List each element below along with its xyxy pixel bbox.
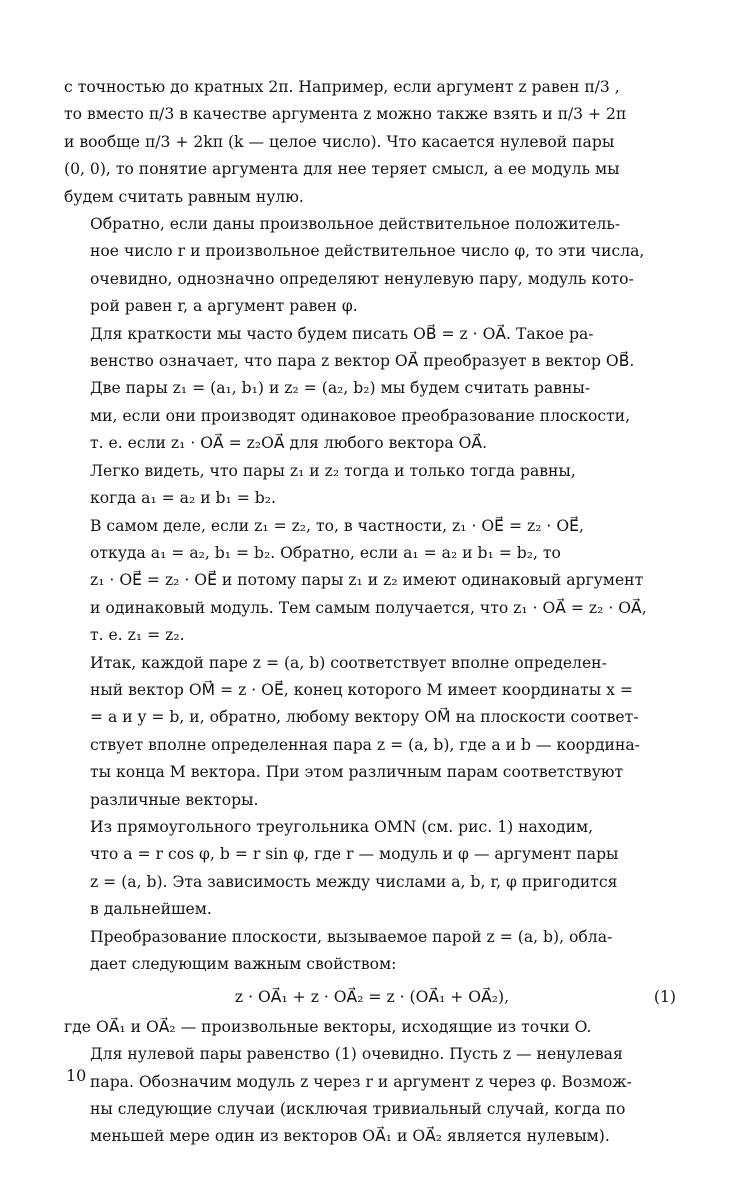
- paragraph-formula-explanation: [64, 1014, 680, 1041]
- text-line: ное число r и произвольное действительное число φ, то эти числа,: [90, 242, 645, 261]
- text-line: что a = r cos φ, b = r sin φ, где r — модуль и φ — аргумент пары: [90, 845, 619, 864]
- text-line: меньшей мере один из векторов OA⃗₁ и OA⃗₂ является нулевым).: [90, 1127, 610, 1146]
- text-line: Преобразование плоскости, вызываемое парой z = (a, b), обла-: [90, 927, 613, 946]
- text-line: очевидно, однозначно определяют ненулевую пару, модуль кото-: [90, 269, 634, 288]
- paragraph-triangle: [64, 814, 680, 924]
- paragraph-proof: [64, 513, 680, 650]
- text-line: различные векторы.: [90, 790, 259, 809]
- text-line: В самом деле, если z₁ = z₂, то, в частности, z₁ · OE⃗ = z₂ · OE⃗,: [90, 516, 584, 535]
- paragraph-property: [64, 924, 680, 979]
- formula-expression: z · OA⃗₁ + z · OA⃗₂ = z · (OA⃗₁ + OA⃗₂),: [234, 988, 510, 1007]
- text-line: будем считать равным нулю.: [64, 187, 304, 206]
- paragraph-equal-pairs: [64, 375, 680, 457]
- text-line: Две пары z₁ = (a₁, b₁) и z₂ = (a₂, b₂) мы будем считать равны-: [90, 379, 591, 398]
- page-number: 10: [66, 1066, 87, 1085]
- text-line: ствует вполне определенная пара z = (a, b), где a и b — координа-: [90, 735, 640, 754]
- text-line: т. е. если z₁ · OA⃗ = z₂OA⃗ для любого вектора OA⃗.: [90, 434, 488, 453]
- text-line: венство означает, что пара z вектор OA⃗ преобразует в вектор OB⃗.: [90, 352, 635, 371]
- text-line: ный вектор OM⃗ = z · OE⃗, конец которого M имеет координаты x =: [90, 680, 633, 699]
- text-line: то вместо π/3 в качестве аргумента z можно также взять и π/3 + 2π: [64, 105, 627, 124]
- text-line: z = (a, b). Эта зависимость между числами a, b, r, φ пригодится: [90, 872, 618, 891]
- text-line: откуда a₁ = a₂, b₁ = b₂. Обратно, если a₁ = a₂ и b₁ = b₂, то: [90, 543, 561, 562]
- text-line: пара. Обозначим модуль z через r и аргумент z через φ. Возмож-: [90, 1072, 632, 1091]
- text-line: с точностью до кратных 2π. Например, если аргумент z равен π/3 ,: [64, 78, 620, 96]
- paragraph-argument-multiples: [64, 74, 680, 211]
- formula-number: (1): [653, 988, 676, 1007]
- text-line: в дальнейшем.: [90, 900, 212, 919]
- text-line: где OA⃗₁ и OA⃗₂ — произвольные векторы, исходящие из точки O.: [64, 1017, 592, 1036]
- text-line: и вообще π/3 + 2kπ (k — целое число). Что касается нулевой пары: [64, 132, 615, 151]
- text-line: когда a₁ = a₂ и b₁ = b₂.: [90, 489, 276, 508]
- text-line: z₁ · OE⃗ = z₂ · OE⃗ и потому пары z₁ и z₂ имеют одинаковый аргумент: [90, 571, 644, 590]
- paragraph-lemma: [64, 458, 680, 513]
- text-line: Итак, каждой паре z = (a, b) соответствует вполне определен-: [90, 653, 607, 672]
- text-line: и одинаковый модуль. Тем самым получается, что z₁ · OA⃗ = z₂ · OA⃗,: [90, 598, 647, 617]
- text-line: Из прямоугольного треугольника OMN (см. рис. 1) находим,: [90, 817, 594, 836]
- text-line: = a и y = b, и, обратно, любому вектору OM⃗ на плоскости соответ-: [90, 708, 639, 727]
- text-line: ны следующие случаи (исключая тривиальный случай, когда по: [90, 1100, 626, 1119]
- paragraph-cases: [64, 1041, 680, 1151]
- text-line: ми, если они производят одинаковое преобразование плоскости,: [90, 406, 631, 425]
- text-line: (0, 0), то понятие аргумента для нее теряет смысл, а ее модуль мы: [64, 160, 620, 179]
- paragraph-correspondence: [64, 650, 680, 814]
- text-line: рой равен r, а аргумент равен φ.: [90, 297, 358, 316]
- text-line: ты конца M вектора. При этом различным парам соответствуют: [90, 763, 624, 782]
- text-line: Легко видеть, что пары z₁ и z₂ тогда и только тогда равны,: [90, 461, 576, 480]
- formula-1: [64, 984, 680, 1011]
- text-line: Для нулевой пары равенство (1) очевидно. Пусть z — ненулевая: [90, 1045, 623, 1064]
- text-line: Для краткости мы часто будем писать OB⃗ = z · OA⃗. Такое ра-: [90, 324, 594, 343]
- text-line: т. е. z₁ = z₂.: [90, 626, 185, 645]
- paragraph-converse: [64, 211, 680, 321]
- paragraph-notation: [64, 321, 680, 376]
- text-line: дает следующим важным свойством:: [90, 955, 397, 973]
- text-line: Обратно, если даны произвольное действительное положитель-: [90, 215, 621, 234]
